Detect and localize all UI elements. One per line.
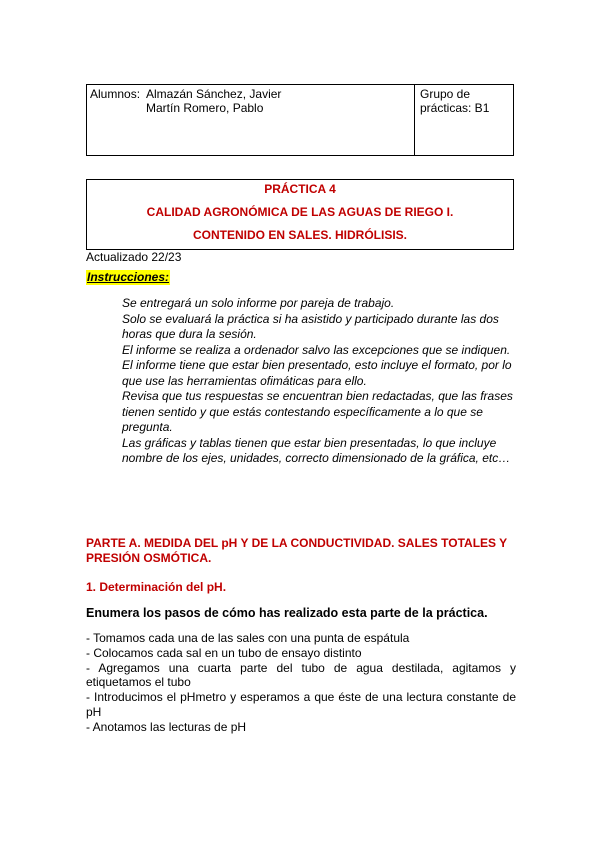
instructions-list [122, 296, 514, 467]
students-label: Alumnos: [90, 87, 141, 101]
instruction-item: Las gráficas y tablas tienen que estar bien presentadas, lo que incluye nombre de los ejes, unidades, correcto dimensionado de la gráfica, etc… [122, 435, 511, 465]
practice-subtitle: CONTENIDO EN SALES. HIDRÓLISIS. [192, 228, 408, 242]
instruction-item: El informe tiene que estar bien presentado, esto incluye el formato, por lo que use las herramientas ofimáticas para ello. [122, 358, 512, 388]
updated-note: Actualizado 22/23 [86, 250, 182, 264]
practice-title: CALIDAD AGRONÓMICA DE LAS AGUAS DE RIEGO I. [146, 205, 454, 219]
practice-number: PRÁCTICA 4 [264, 182, 336, 196]
step-item: - Tomamos cada una de las sales con una punta de espátula [86, 631, 410, 645]
steps-list [86, 631, 516, 735]
instruction-item: Se entregará un solo informe por pareja de trabajo. [122, 296, 395, 310]
step-item: - Anotamos las lecturas de pH [86, 719, 247, 734]
steps-prompt: Enumera los pasos de cómo has realizado esta parte de la práctica. [86, 606, 488, 620]
box-divider [414, 85, 415, 155]
instruction-item: Solo se evaluará la práctica si ha asistido y participado durante las dos horas que dura la sesión. [122, 311, 499, 341]
group-label: Grupo de prácticas: B1 [420, 87, 490, 115]
students-box [86, 84, 514, 156]
part-a-heading: PARTE A. MEDIDA DEL pH Y DE LA CONDUCTIVIDAD. SALES TOTALES Y PRESIÓN OSMÓTICA. [86, 536, 507, 565]
ph-subheading: 1. Determinación del pH. [86, 580, 227, 594]
title-box [86, 179, 514, 250]
student-name: Martín Romero, Pablo [146, 101, 264, 115]
instruction-item: Revisa que tus respuestas se encuentran bien redactadas, que las frases tienen sentido y que estás contestando específicamente a lo que se pregunta. [122, 389, 513, 434]
step-item: - Agregamos una cuarta parte del tubo de agua destilada, agitamos y etiquetamos el tubo [86, 660, 516, 690]
step-item: - Introducimos el pHmetro y esperamos a que éste de una lectura constante de pH [86, 690, 516, 719]
student-name: Almazán Sánchez, Javier [146, 87, 282, 101]
instructions-heading: Instrucciones: [87, 270, 170, 284]
instruction-item: El informe se realiza a ordenador salvo las excepciones que se indiquen. [122, 342, 511, 357]
step-item: - Colocamos cada sal en un tubo de ensayo distinto [86, 645, 362, 660]
